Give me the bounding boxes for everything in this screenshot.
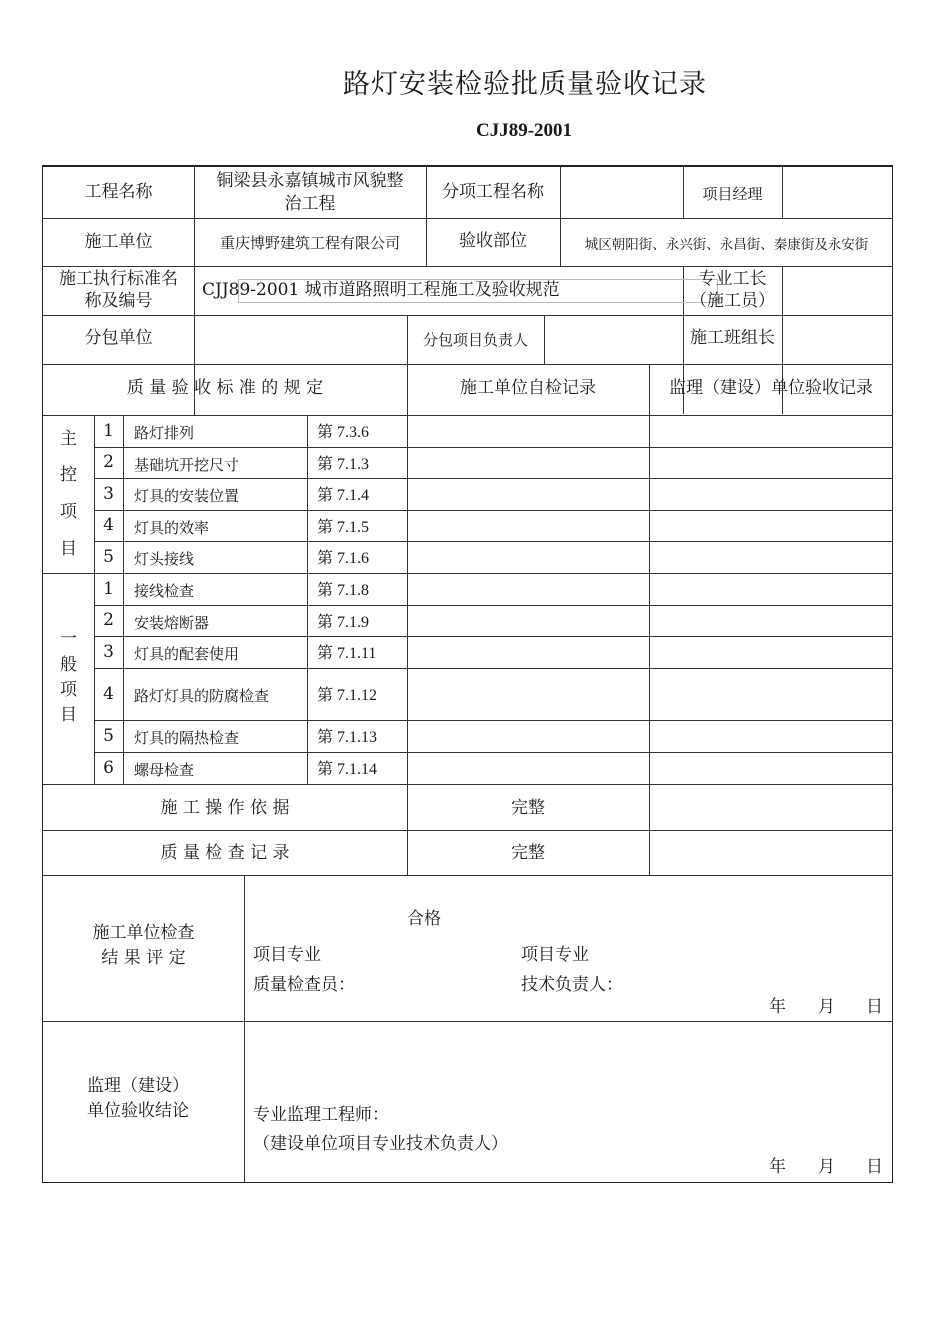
main-group-label-2: 控 [60, 465, 77, 485]
general-group-label-4: 目 [60, 705, 77, 725]
project-name-value-cont: 治工程 [284, 194, 336, 214]
records-label: 质 量 检 查 记 录 [160, 843, 290, 863]
quality-inspector-label: 项目专业 [253, 945, 321, 965]
main-group-label-3: 项 [60, 502, 77, 522]
item-name: 灯具的配套使用 [134, 645, 240, 663]
supervising-engineer-label: 专业监理工程师： [253, 1105, 389, 1125]
acceptance-part-value: 城区朝阳街、永兴街、永昌街、秦康街及永安街 [584, 237, 869, 253]
item-clause: 第 7.1.8 [317, 582, 370, 599]
contractor-eval-result: 合格 [407, 909, 441, 929]
spec-column-header: 质 量 验 收 标 准 的 规 定 [126, 378, 324, 398]
supervisor-eval-label-cont: 单位验收结论 [87, 1101, 189, 1121]
item-name: 路灯排列 [134, 424, 195, 442]
item-clause: 第 7.1.11 [317, 645, 377, 662]
item-clause: 第 7.1.4 [317, 487, 370, 504]
owner-tech-lead-label: （建设单位项目专业技术负责人） [253, 1134, 508, 1154]
quality-inspector-label-cont: 质量检查员： [253, 975, 355, 995]
date-day: 日 [866, 1157, 883, 1177]
item-number: 5 [103, 726, 114, 746]
item-number: 1 [103, 421, 114, 441]
subcontractor-label: 分包单位 [84, 328, 153, 348]
date-year: 年 [769, 1157, 786, 1177]
contractor-eval-label: 施工单位检查 [92, 923, 195, 943]
item-number: 4 [103, 515, 114, 535]
item-number: 5 [103, 547, 114, 567]
records-value: 完整 [511, 843, 545, 863]
item-clause: 第 7.1.9 [317, 614, 370, 631]
date-month: 月 [818, 1157, 835, 1177]
supervisor-eval-label: 监理（建设） [87, 1076, 189, 1096]
item-name: 接线检查 [134, 582, 195, 600]
team-leader-label: 施工班组长 [690, 328, 775, 348]
std-label-cont: 称及编号 [84, 291, 153, 311]
item-name: 灯具的安装位置 [134, 487, 240, 505]
item-number: 4 [103, 684, 114, 704]
standard-code: CJJ89-2001 [475, 120, 573, 141]
item-number: 3 [103, 642, 114, 662]
item-number: 2 [103, 452, 114, 472]
tech-lead-label: 项目专业 [521, 945, 589, 965]
foreman-label-cont: （施工员） [690, 291, 775, 311]
item-clause: 第 7.1.3 [317, 456, 370, 473]
contractor-value: 重庆博野建筑工程有限公司 [219, 234, 400, 252]
item-name: 灯具的隔热检查 [134, 729, 240, 747]
item-number: 2 [103, 610, 114, 630]
pm-label: 项目经理 [702, 185, 763, 203]
general-group-label-1: 一 [60, 629, 77, 649]
acceptance-part-label: 验收部位 [459, 231, 527, 251]
general-group-label-2: 般 [60, 655, 77, 675]
sub-pm-label: 分包项目负责人 [422, 331, 528, 349]
basis-value: 完整 [511, 798, 545, 818]
item-name: 灯头接线 [134, 550, 195, 568]
acceptance-form [42, 165, 893, 1183]
item-number: 1 [103, 579, 114, 599]
tech-lead-label-cont: 技术负责人： [521, 975, 623, 995]
main-group-label-4: 目 [60, 539, 77, 559]
contractor-label: 施工单位 [84, 232, 153, 252]
item-clause: 第 7.1.5 [317, 519, 370, 536]
date-month: 月 [818, 997, 835, 1017]
item-clause: 第 7.1.14 [317, 761, 378, 778]
item-name: 灯具的效率 [134, 519, 210, 537]
item-clause: 第 7.1.13 [317, 729, 378, 746]
item-clause: 第 7.3.6 [317, 424, 370, 441]
item-name: 安装熔断器 [134, 614, 210, 632]
project-name-label: 工程名称 [84, 182, 153, 202]
item-clause: 第 7.1.12 [317, 687, 378, 704]
foreman-label: 专业工长 [698, 269, 767, 289]
std-label: 施工执行标准名 [59, 269, 178, 289]
main-group-label-1: 主 [60, 429, 77, 449]
date-day: 日 [866, 997, 883, 1017]
item-number: 3 [103, 484, 114, 504]
contractor-eval-label-cont: 结 果 评 定 [101, 948, 186, 968]
item-clause: 第 7.1.6 [317, 550, 370, 567]
item-name: 路灯灯具的防腐检查 [134, 687, 270, 705]
supervisor-column-header: 监理（建设）单位验收记录 [669, 378, 873, 398]
date-year: 年 [769, 997, 786, 1017]
basis-label: 施 工 操 作 依 据 [160, 798, 290, 818]
page-title: 路灯安装检验批质量验收记录 [343, 69, 707, 100]
general-group-label-3: 项 [60, 680, 77, 700]
self-check-column-header: 施工单位自检记录 [460, 378, 596, 398]
item-name: 螺母检查 [134, 761, 195, 779]
item-number: 6 [103, 758, 114, 778]
project-name-value: 铜梁县永嘉镇城市风貌整 [216, 171, 404, 191]
sub-project-label: 分项工程名称 [442, 182, 544, 202]
item-name: 基础坑开挖尺寸 [134, 456, 240, 474]
std-value: CJJ89-2001 城市道路照明工程施工及验收规范 [202, 280, 560, 300]
